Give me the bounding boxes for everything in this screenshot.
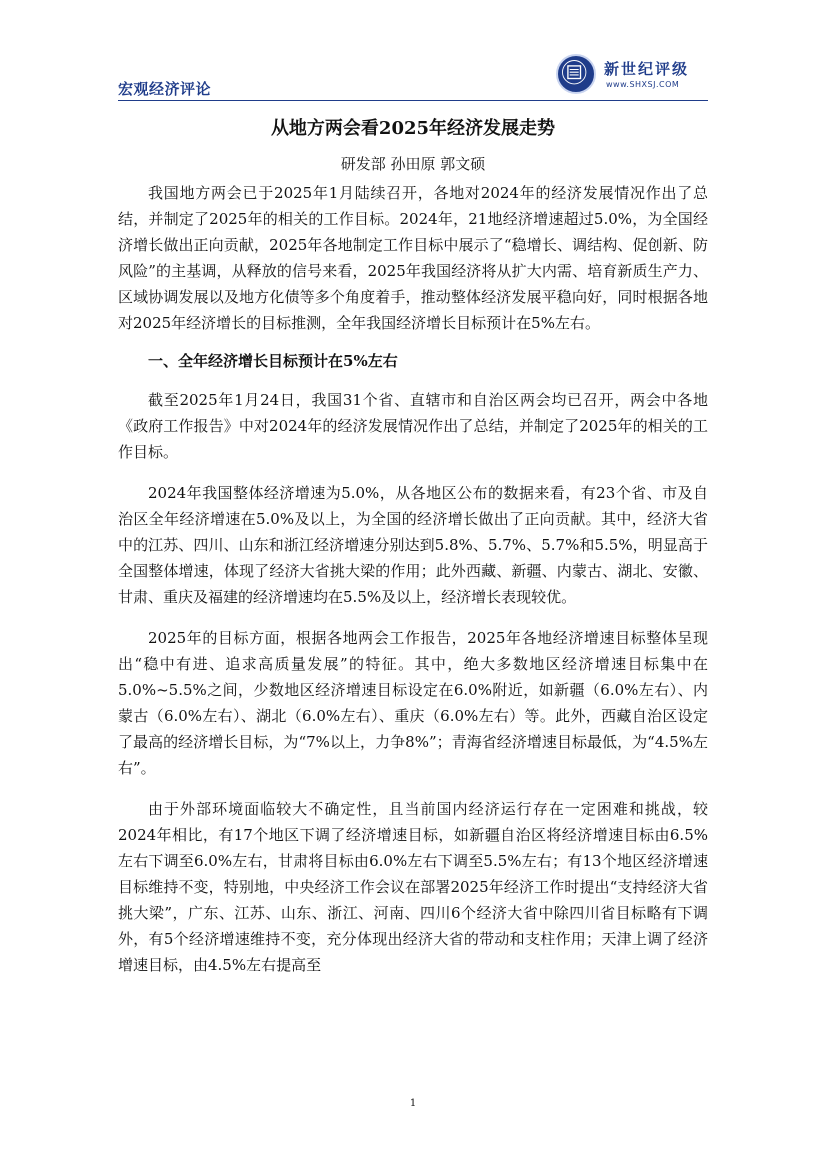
document-authors: 研发部 孙田原 郭文硕: [340, 155, 486, 173]
section-title: 宏观经济评论: [118, 80, 212, 98]
document-title: 从地方两会看2025年经济发展走势: [270, 118, 556, 139]
page-header: [118, 52, 708, 101]
company-logo: [556, 52, 708, 96]
company-seal-icon: [556, 54, 596, 94]
body-paragraph-4: 由于外部环境面临较大不确定性，且当前国内经济运行存在一定困难和挑战，较2024年相比，有17个地区下调了经济增速目标，如新疆自治区将经济增速目标由6.5%左右下调至6.0%左右，甘肃将目标由6.0%左右下调至5.5%左右；有13个地区经济增速目标维持不变，特别地，中央经济工作会议在部署2025年经济工作时提出“支持经济大省挑大梁”，广东、江苏、山东、浙江、河南、四川6个经济大省中除四川省目标略有下调外，有5个经济增速维持不变，充分体现出经济大省的带动和支柱作用；天津上调了经济增速目标，由4.5%左右提高至: [118, 800, 708, 974]
body-paragraph-1: 截至2025年1月24日，我国31个省、直辖市和自治区两会均已召开，两会中各地《政府工作报告》中对2024年的经济发展情况作出了总结，并制定了2025年的相关的工作目标。: [118, 391, 708, 461]
logo-name: 新世纪评级: [604, 60, 690, 78]
section-heading: 一、全年经济增长目标预计在5%左右: [148, 352, 398, 370]
logo-url: www.SHXSJ.COM: [606, 80, 680, 89]
page-number: 1: [409, 1098, 417, 1109]
body-paragraph-3: 2025年的目标方面，根据各地两会工作报告，2025年各地经济增速目标整体呈现出“稳中有进、追求高质量发展”的特征。其中，绝大多数地区经济增速目标集中在5.0%~5.5%之间，少数地区经济增速目标设定在6.0%附近，如新疆（6.0%左右）、内蒙古（6.0%左右）、湖北（6.0%左右）、重庆（6.0%左右）等。此外，西藏自治区设定了最高的经济增长目标，为“7%以上，力争8%”；青海省经济增速目标最低，为“4.5%左右”。: [118, 629, 708, 777]
document-body: [118, 180, 708, 978]
intro-paragraph: 我国地方两会已于2025年1月陆续召开，各地对2024年的经济发展情况作出了总结，并制定了2025年的相关的工作目标。2024年，21地经济增速超过5.0%，为全国经济增长做出正向贡献，2025年各地制定工作目标中展示了“稳增长、调结构、促创新、防风险”的主基调，从释放的信号来看，2025年我国经济将从扩大内需、培育新质生产力、区域协调发展以及地方化债等多个角度着手，推动整体经济发展平稳向好，同时根据各地对2025年经济增长的目标推测，全年我国经济增长目标预计在5%左右。: [118, 184, 708, 332]
seal-mark: [558, 56, 594, 92]
body-paragraph-2: 2024年我国整体经济增速为5.0%，从各地区公布的数据来看，有23个省、市及自治区全年经济增速在5.0%及以上，为全国的经济增长做出了正向贡献。其中，经济大省中的江苏、四川、山东和浙江经济增速分别达到5.8%、5.7%、5.7%和5.5%，明显高于全国整体增速，体现了经济大省挑大梁的作用；此外西藏、新疆、内蒙古、湖北、安徽、甘肃、重庆及福建的经济增速均在5.5%及以上，经济增长表现较优。: [118, 484, 708, 606]
